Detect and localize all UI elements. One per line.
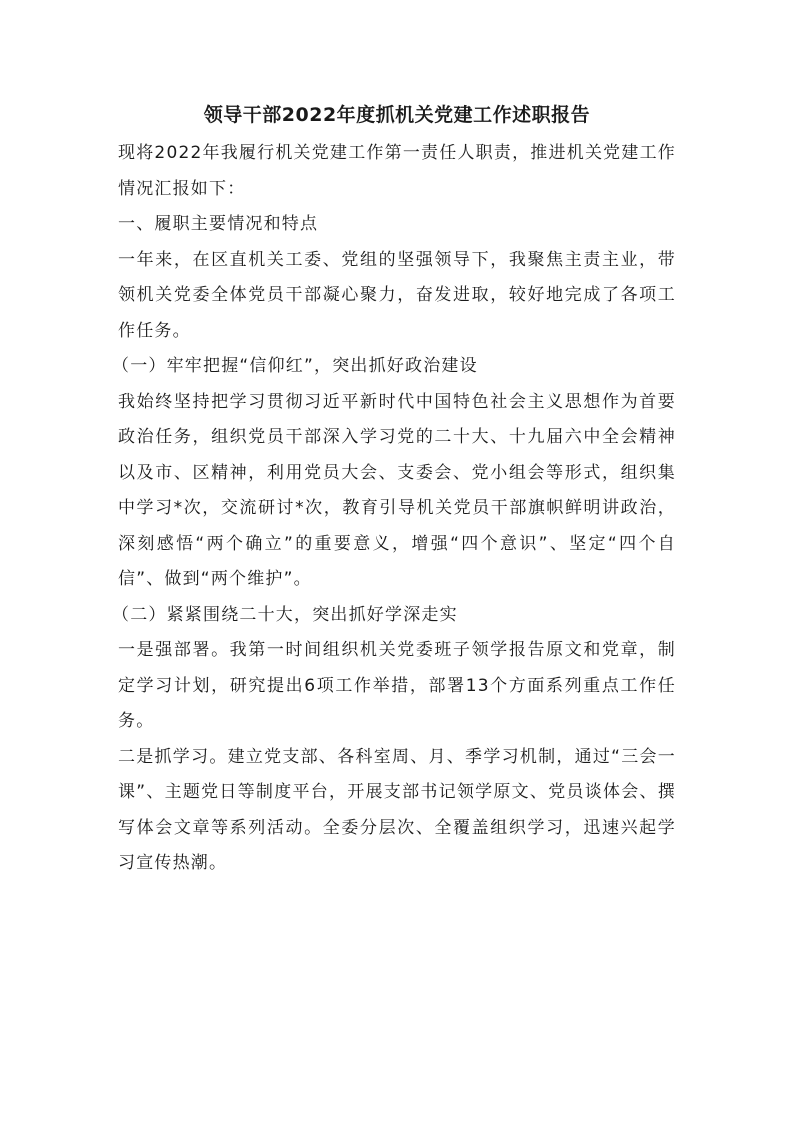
document-page — [112, 96, 676, 882]
section-1-paragraph: 一年来，在区直机关工委、党组的坚强领导下，我聚焦主责主业，带领机关党委全体党员干部凝心聚力，奋发进取，较好地完成了各项工作任务。 — [118, 249, 676, 341]
subsection-2-paragraph-1: 一是强部署。我第一时间组织机关党委班子领学报告原文和党章，制定学习计划，研究提出6项工作举措，部署13个方面系列重点工作任务。 — [118, 640, 676, 731]
subsection-2-heading: （二）紧紧围绕二十大，突出抓好学深走实 — [112, 604, 458, 625]
subsection-2-paragraph-2: 二是抓学习。建立党支部、各科室周、月、季学习机制，通过“三会一课”、主题党日等制度平台，开展支部书记领学原文、党员谈体会、撰写体会文章等系列活动。全委分层次、全覆盖组织学习，迅速兴起学习宣传热潮。 — [118, 746, 676, 873]
section-1-heading: 一、履职主要情况和特点 — [118, 214, 319, 234]
document-title: 领导干部2022年度抓机关党建工作述职报告 — [203, 104, 591, 126]
subsection-1-heading: （一）牢牢把握“信仰红”，突出抓好政治建设 — [112, 356, 478, 376]
subsection-1-paragraph: 我始终坚持把学习贯彻习近平新时代中国特色社会主义思想作为首要政治任务，组织党员干部深入学习党的二十大、十九届六中全会精神以及市、区精神，利用党员大会、支委会、党小组会等形式，组织集中学习*次，交流研讨*次，教育引导机关党员干部旗帜鲜明讲政治，深刻感悟“两个确立”的重要意义，增强“四个意识”、坚定“四个自信”、做到“两个维护”。 — [118, 391, 676, 589]
intro-paragraph: 现将2022年我履行机关党建工作第一责任人职责，推进机关党建工作情况汇报如下： — [118, 143, 676, 199]
